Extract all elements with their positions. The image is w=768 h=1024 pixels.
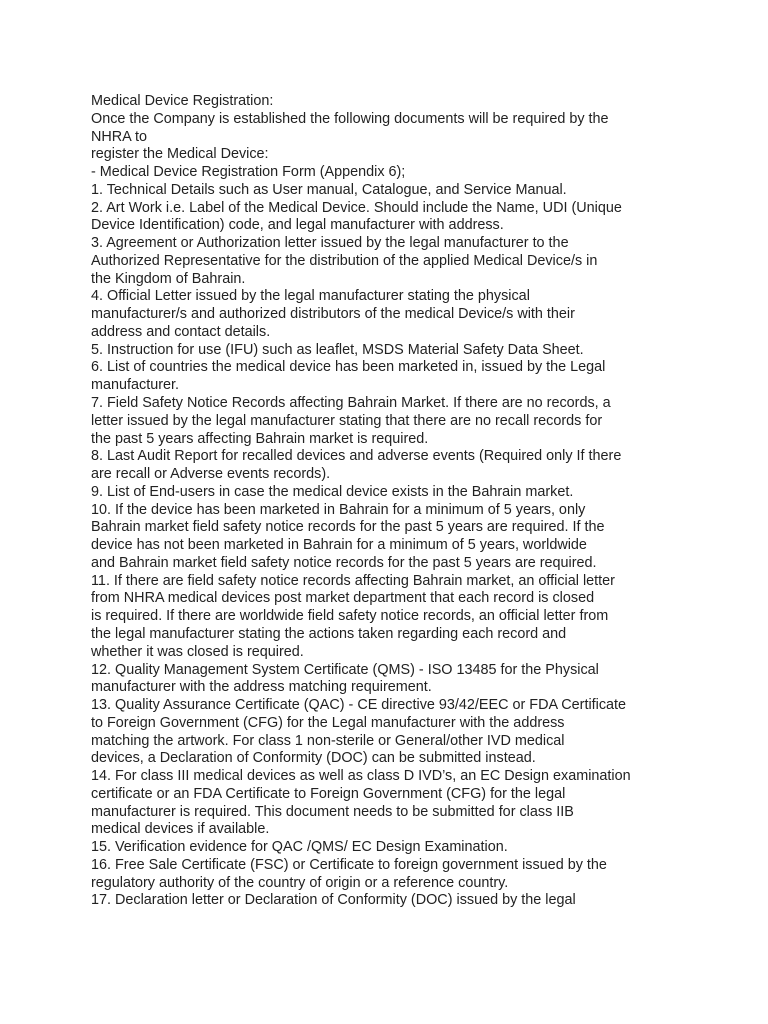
list-item-line: 5. Instruction for use (IFU) such as leaflet, MSDS Material Safety Data Sheet.	[91, 341, 584, 358]
list-item-line: to Foreign Government (CFG) for the Legal manufacturer with the address	[91, 714, 565, 731]
list-item-line: 4. Official Letter issued by the legal manufacturer stating the physical	[91, 288, 530, 305]
list-item-line: manufacturer is required. This document needs to be submitted for class IIB	[91, 803, 574, 820]
list-item-line: 6. List of countries the medical device has been marketed in, issued by the Legal	[91, 359, 606, 376]
list-item-line: device has not been marketed in Bahrain for a minimum of 5 years, worldwide	[91, 537, 587, 554]
list-item-line: Device Identification) code, and legal manufacturer with address.	[91, 217, 504, 234]
document-heading: Medical Device Registration:	[91, 93, 274, 109]
list-item-line: 12. Quality Management System Certificate (QMS) - ISO 13485 for the Physical	[91, 661, 599, 678]
paragraph-line: Once the Company is established the following documents will be required by the	[91, 110, 609, 127]
list-item-line: the past 5 years affecting Bahrain market is required.	[91, 430, 429, 447]
list-item-line: letter issued by the legal manufacturer stating that there are no recall records for	[91, 412, 603, 429]
list-item-line: the Kingdom of Bahrain.	[91, 270, 246, 287]
list-item-line: certificate or an FDA Certificate to Foreign Government (CFG) for the legal	[91, 785, 566, 802]
list-item-line: manufacturer.	[91, 377, 179, 394]
list-item-line: Authorized Representative for the distribution of the applied Medical Device/s in	[91, 252, 598, 269]
list-item-line: are recall or Adverse events records).	[91, 466, 331, 483]
list-item-line: the legal manufacturer stating the actions taken regarding each record and	[91, 625, 567, 642]
list-item-line	[91, 910, 731, 928]
list-item-line: devices, a Declaration of Conformity (DOC) can be submitted instead.	[91, 750, 536, 767]
list-item-line: manufacturer with the address matching requirement.	[91, 679, 432, 696]
list-item-line: 10. If the device has been marketed in Bahrain for a minimum of 5 years, only	[91, 501, 586, 518]
list-item-line: 14. For class III medical devices as well as class D IVD’s, an EC Design examination	[91, 768, 631, 785]
list-item-line: is required. If there are worldwide field safety notice records, an official letter from	[91, 608, 609, 625]
list-item-line: 16. Free Sale Certificate (FSC) or Certificate to foreign government issued by the	[91, 856, 607, 873]
list-item-line: 13. Quality Assurance Certificate (QAC) - CE directive 93/42/EEC or FDA Certificate	[91, 697, 627, 714]
list-item-line: Bahrain market field safety notice records for the past 5 years are required. If the	[91, 519, 605, 536]
paragraph-line: NHRA to	[91, 128, 147, 145]
list-item-line: from NHRA medical devices post market department that each record is closed	[91, 590, 595, 607]
list-item-line: 9. List of End-users in case the medical device exists in the Bahrain market.	[91, 483, 574, 500]
list-item-line: 3. Agreement or Authorization letter issued by the legal manufacturer to the	[91, 235, 569, 252]
list-item-line: regulatory authority of the country of origin or a reference country.	[91, 874, 509, 891]
list-item-line: - Medical Device Registration Form (Appendix 6);	[91, 164, 406, 181]
list-item-line: 17. Declaration letter or Declaration of Conformity (DOC) issued by the legal	[91, 892, 576, 909]
list-item-line: 8. Last Audit Report for recalled devices and adverse events (Required only If there	[91, 448, 622, 465]
list-item-line: address and contact details.	[91, 323, 271, 340]
list-item-line: matching the artwork. For class 1 non-sterile or General/other IVD medical	[91, 732, 565, 749]
list-item-line: 7. Field Safety Notice Records affecting Bahrain Market. If there are no records, a	[91, 395, 611, 412]
list-item-line: 15. Verification evidence for QAC /QMS/ EC Design Examination.	[91, 839, 508, 856]
paragraph-line: register the Medical Device:	[91, 146, 269, 163]
list-item-line: 1. Technical Details such as User manual, Catalogue, and Service Manual.	[91, 181, 567, 198]
list-item-line: 11. If there are field safety notice records affecting Bahrain market, an official letter	[91, 572, 615, 589]
list-item-line: medical devices if available.	[91, 821, 270, 838]
list-item-line: manufacturer/s and authorized distributors of the medical Device/s with their	[91, 306, 575, 323]
list-item-line: 2. Art Work i.e. Label of the Medical Device. Should include the Name, UDI (Unique	[91, 199, 622, 216]
list-item-line: whether it was closed is required.	[91, 643, 304, 660]
document-body	[91, 93, 731, 928]
list-item-line: and Bahrain market field safety notice records for the past 5 years are required.	[91, 554, 597, 571]
